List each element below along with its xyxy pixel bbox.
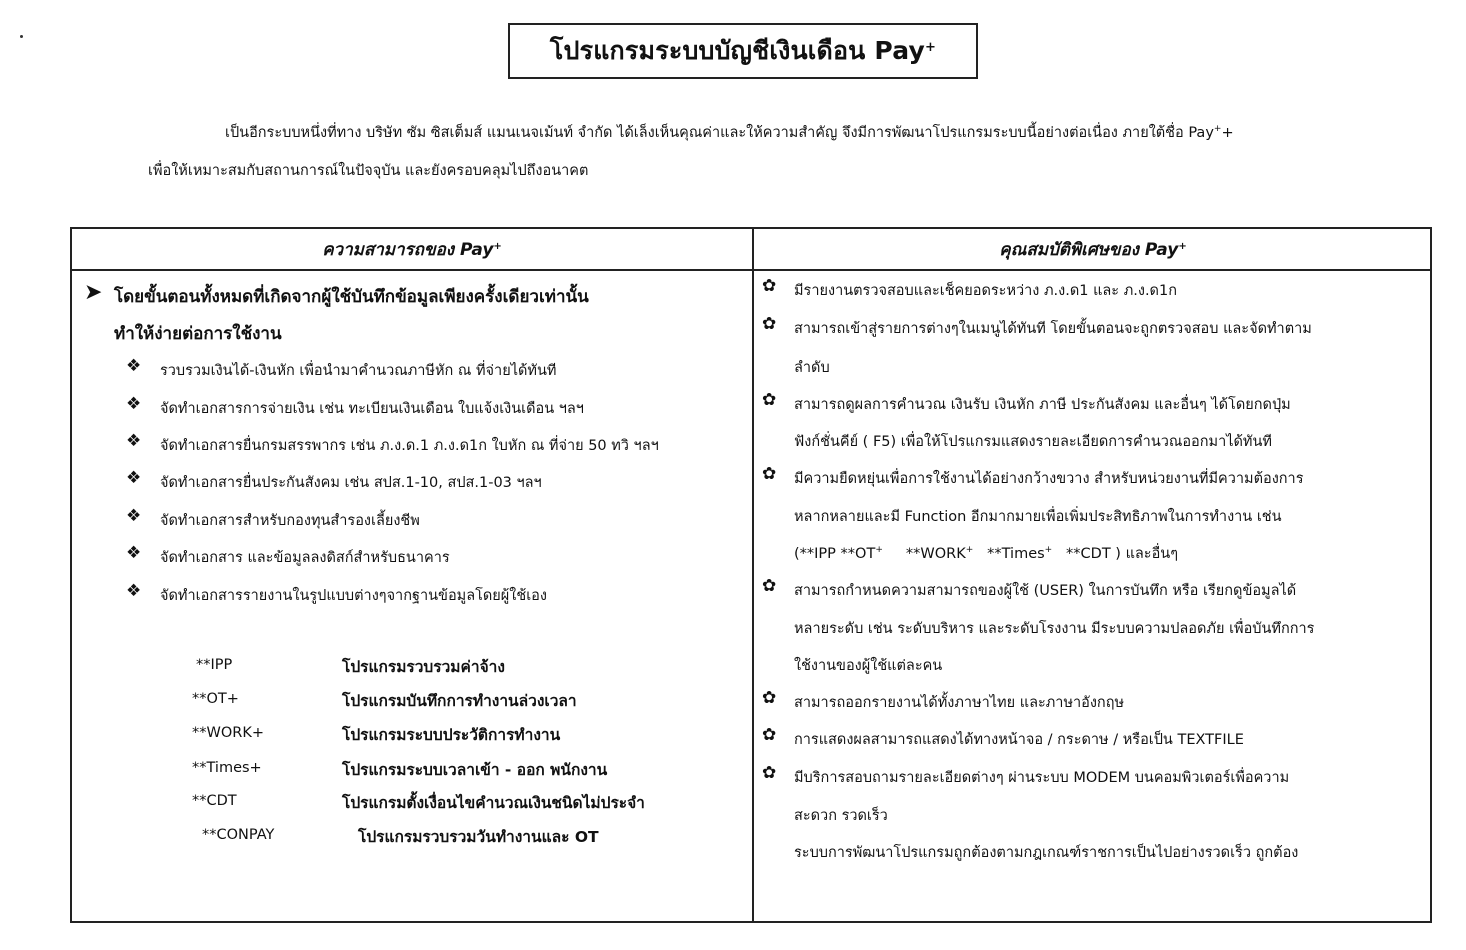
example-cdt: **CDT ) และอื่นๆ bbox=[1066, 546, 1178, 562]
program-code: **Times+ bbox=[192, 760, 262, 776]
intro-line-1-text: เป็นอีกระบบหนึ่งที่ทาง บริษัท ซัม ซิสเต็มส์ แมนเนจเม้นท์ จำกัด ได้เล็งเห็นคุณค่าและให้ความสำคัญ จึงมีการพัฒนาโปรแกรมระบบนี้อย่างต่อเนื่อง ภายใต้ชื่อ Pay bbox=[225, 125, 1214, 141]
intro-line-2: เพื่อให้เหมาะสมกับสถานการณ์ในปัจจุบัน และยังครอบคลุมไปถึงอนาคต bbox=[148, 163, 589, 179]
program-name: โปรแกรมรวบรวมค่าจ้าง bbox=[342, 658, 505, 676]
feature-line: ฟังก์ชั่นคีย์ ( F5) เพื่อให้โปรแกรมแสดงรายละเอียดการคำนวณออกมาได้ทันที bbox=[794, 434, 1272, 450]
program-name: โปรแกรมระบบเวลาเข้า - ออก พนักงาน bbox=[342, 761, 608, 779]
feature-line: สามารถเข้าสู่รายการต่างๆในเมนูได้ทันที โดยขั้นตอนจะถูกตรวจสอบ และจัดทำตาม bbox=[794, 321, 1312, 337]
intro-line-1-tail: + bbox=[1221, 125, 1234, 141]
program-name: โปรแกรมระบบประวัติการทำงาน bbox=[342, 726, 561, 744]
example-line bbox=[794, 542, 1178, 565]
example-plus: + bbox=[1044, 545, 1053, 556]
program-code: **IPP bbox=[196, 657, 233, 673]
feature-line: สามารถออกรายงานได้ทั้งภาษาไทย และภาษาอังกฤษ bbox=[794, 695, 1125, 711]
lead-line-1: โดยขั้นตอนทั้งหมดที่เกิดจากผู้ใช้บันทึกข้อมูลเพียงครั้งเดียวเท่านั้น bbox=[114, 287, 589, 307]
program-code: **OT+ bbox=[192, 691, 239, 707]
program-name: โปรแกรมบันทึกการทำงานล่วงเวลา bbox=[342, 692, 577, 710]
flower-icon: ✿ bbox=[762, 576, 777, 596]
right-column-header bbox=[754, 229, 1432, 269]
header-rule bbox=[72, 269, 1430, 271]
feature-line: หลายระดับ เช่น ระดับบริหาร และระดับโรงงาน มีระบบความปลอดภัย เพื่อบันทึกการ bbox=[794, 621, 1315, 637]
left-header-sup: + bbox=[493, 240, 502, 252]
left-header-text: ความสามารถของ Pay bbox=[322, 239, 494, 260]
feature-line: สามารถดูผลการคำนวณ เงินรับ เงินหัก ภาษี ประกันสังคม และอื่นๆ ได้โดยกดปุ่ม bbox=[794, 397, 1291, 413]
bullet-item: จัดทำเอกสาร และข้อมูลลงดิสก์สำหรับธนาคาร bbox=[160, 550, 450, 566]
title-text: โปรแกรมระบบบัญชีเงินเดือน Pay bbox=[549, 36, 925, 65]
features-table bbox=[70, 227, 1432, 923]
example-plus: + bbox=[875, 545, 883, 556]
diamond-cluster-icon: ❖ bbox=[126, 506, 142, 526]
diamond-cluster-icon: ❖ bbox=[126, 356, 142, 376]
program-name: โปรแกรมรวบรวมวันทำงานและ OT bbox=[358, 828, 599, 846]
example-plus: + bbox=[965, 545, 974, 556]
diamond-cluster-icon: ❖ bbox=[126, 543, 142, 563]
program-code: **CDT bbox=[192, 793, 237, 809]
right-header-sup: + bbox=[1178, 240, 1187, 252]
bullet-item: จัดทำเอกสารการจ่ายเงิน เช่น ทะเบียนเงินเดือน ใบแจ้งเงินเดือน ฯลฯ bbox=[160, 401, 584, 417]
arrow-right-icon: ➤ bbox=[84, 280, 103, 305]
right-header-text: คุณสมบัติพิเศษของ Pay bbox=[999, 239, 1179, 260]
feature-line: หลากหลายและมี Function อีกมากมายเพื่อเพิ่มประสิทธิภาพในการทำงาน เช่น bbox=[794, 509, 1282, 525]
flower-icon: ✿ bbox=[762, 314, 777, 334]
stray-dot bbox=[20, 35, 23, 38]
feature-line: มีรายงานตรวจสอบและเช็คยอดระหว่าง ภ.ง.ด1 และ ภ.ง.ด1ก bbox=[794, 283, 1177, 299]
feature-line: มีบริการสอบถามรายละเอียดต่างๆ ผ่านระบบ MODEM บนคอมพิวเตอร์เพื่อความ bbox=[794, 770, 1290, 786]
flower-icon: ✿ bbox=[762, 725, 777, 745]
flower-icon: ✿ bbox=[762, 464, 777, 484]
bullet-item: จัดทำเอกสารยื่นกรมสรรพากร เช่น ภ.ง.ด.1 ภ.ง.ด1ก ใบหัก ณ ที่จ่าย 50 ทวิ ฯลฯ bbox=[160, 438, 659, 454]
flower-icon: ✿ bbox=[762, 763, 777, 783]
intro-line-1-sup: + bbox=[1213, 124, 1222, 135]
feature-line: ใช้งานของผู้ใช้แต่ละคน bbox=[794, 658, 943, 674]
bullet-item: จัดทำเอกสารยื่นประกันสังคม เช่น สปส.1-10, สปส.1-03 ฯลฯ bbox=[160, 475, 542, 491]
program-name: โปรแกรมตั้งเงื่อนไขคำนวณเงินชนิดไม่ประจำ bbox=[342, 794, 645, 812]
diamond-cluster-icon: ❖ bbox=[126, 468, 142, 488]
feature-line: ลำดับ bbox=[794, 360, 830, 376]
bullet-item: รวบรวมเงินได้-เงินหัก เพื่อนำมาคำนวณภาษีหัก ณ ที่จ่ายได้ทันที bbox=[160, 363, 557, 379]
flower-icon: ✿ bbox=[762, 390, 777, 410]
page-title bbox=[508, 23, 978, 79]
example-open: (**IPP **OT bbox=[794, 546, 876, 562]
title-sup: + bbox=[925, 39, 937, 55]
column-divider bbox=[752, 229, 754, 921]
example-work: **WORK bbox=[905, 546, 966, 562]
feature-line: ระบบการพัฒนาโปรแกรมถูกต้องตามกฎเกณฑ์ราชการเป็นไปอย่างรวดเร็ว ถูกต้อง bbox=[794, 845, 1299, 861]
bullet-item: จัดทำเอกสารรายงานในรูปแบบต่างๆจากฐานข้อมูลโดยผู้ใช้เอง bbox=[160, 588, 547, 604]
lead-line-2: ทำให้ง่ายต่อการใช้งาน bbox=[114, 324, 282, 344]
feature-line: สามารถกำหนดความสามารถของผู้ใช้ (USER) ในการบันทึก หรือ เรียกดูข้อมูลได้ bbox=[794, 583, 1297, 599]
flower-icon: ✿ bbox=[762, 688, 777, 708]
feature-line: มีความยืดหยุ่นเพื่อการใช้งานได้อย่างกว้างขวาง สำหรับหน่วยงานที่มีความต้องการ bbox=[794, 471, 1304, 487]
program-code: **WORK+ bbox=[192, 725, 264, 741]
intro-line-1 bbox=[225, 121, 1234, 144]
example-times: **Times bbox=[987, 546, 1045, 562]
feature-line: การแสดงผลสามารถแสดงได้ทางหน้าจอ / กระดาษ / หรือเป็น TEXTFILE bbox=[794, 732, 1244, 748]
feature-line: สะดวก รวดเร็ว bbox=[794, 808, 888, 824]
program-code: **CONPAY bbox=[202, 827, 275, 843]
left-column-header bbox=[72, 229, 752, 269]
flower-icon: ✿ bbox=[762, 276, 777, 296]
diamond-cluster-icon: ❖ bbox=[126, 581, 142, 601]
diamond-cluster-icon: ❖ bbox=[126, 394, 142, 414]
bullet-item: จัดทำเอกสารสำหรับกองทุนสำรองเลี้ยงชีพ bbox=[160, 513, 420, 529]
diamond-cluster-icon: ❖ bbox=[126, 431, 142, 451]
